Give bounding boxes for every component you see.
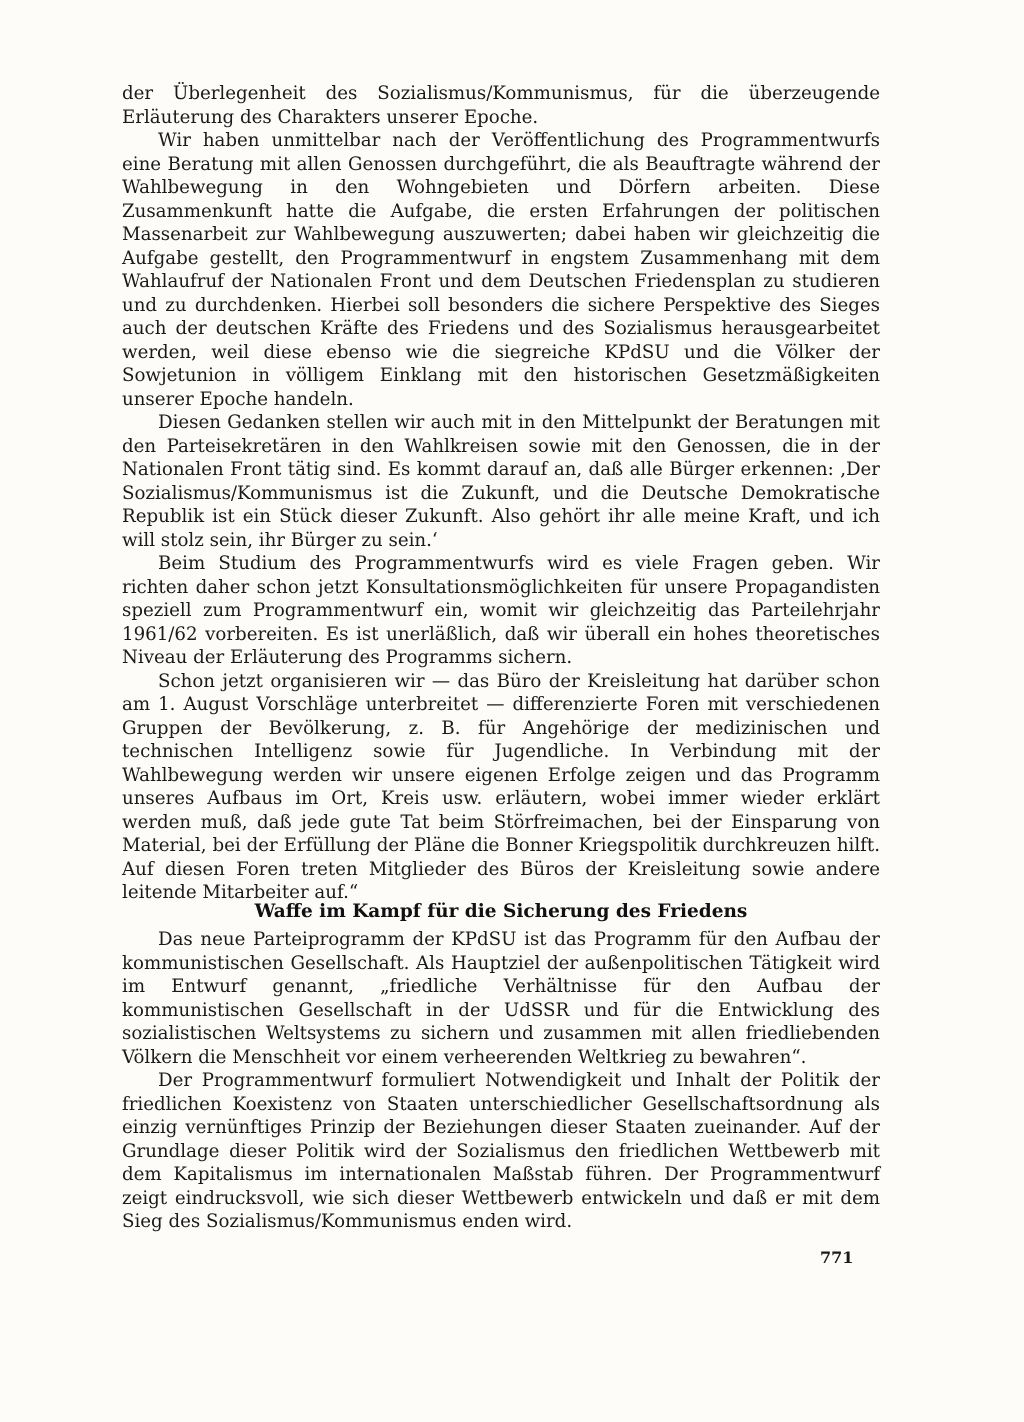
section-heading: Waffe im Kampf für die Sicherung des Friedens (254, 901, 748, 922)
body-text-bottom (122, 928, 880, 1234)
paragraph-koexistenz: Der Programmentwurf formuliert Notwendigkeit und Inhalt der Politik der friedlichen Koexistenz von Staaten unterschiedlicher Gesellschaftsordnung als einzig vernünftiges Prinzip der Beziehungen dieser Staaten zueinander. Auf der Grundlage dieser Politik wird der Sozialismus den friedlichen Wettbewerb mit dem Kapitalismus im internationalen Maßstab führen. Der Programmentwurf zeigt eindrucksvoll, wie sich dieser Wettbewerb entwickeln und daß er mit dem Sieg des Sozialismus/Kommunismus enden wird. (122, 1070, 880, 1232)
body-text-top (122, 82, 880, 905)
paragraph-continuation: der Überlegenheit des Sozialismus/Kommunismus, für die überzeugende Erläuterung des Charakters unserer Epoche. (122, 83, 880, 128)
paragraph-beratung: Wir haben unmittelbar nach der Veröffentlichung des Programmentwurfs eine Beratung mit allen Genossen durchgeführt, die als Beauftragte während der Wahlbewegung in den Wohngebieten und Dörfern arbeiten. Diese Zusammenkunft hatte die Aufgabe, die ersten Erfahrungen der politischen Massenarbeit zur Wahlbewegung auszuwerten; dabei haben wir gleichzeitig die Aufgabe gestellt, den Programmentwurf in engstem Zusammenhang mit dem Wahlaufruf der Nationalen Front und dem Deutschen Friedensplan zu studieren und zu durchdenken. Hierbei soll besonders die sichere Perspektive des Sieges auch der deutschen Kräfte des Friedens und des Sozialismus herausgearbeitet werden, weil diese ebenso wie die siegreiche KPdSU und die Völker der Sowjetunion in völligem Einklang mit den historischen Gesetzmäßigkeiten unserer Epoche handeln. (122, 130, 880, 410)
paragraph-parteiprogramm: Das neue Parteiprogramm der KPdSU ist das Programm für den Aufbau der kommunistischen Gesellschaft. Als Hauptziel der außenpolitischen Tätigkeit wird im Entwurf genannt, „friedliche Verhältnisse für den Aufbau der kommunistischen Gesellschaft in der UdSSR und für die Entwicklung des sozialistischen Weltsystems zu sichern und zusammen mit allen friedliebenden Völkern die Menschheit vor einem verheerenden Weltkrieg zu bewahren“. (122, 929, 880, 1068)
paragraph-gedanken: Diesen Gedanken stellen wir auch mit in den Mittelpunkt der Beratungen mit den Parteisekretären in den Wahlkreisen sowie mit den Genossen, die in der Nationalen Front tätig sind. Es kommt darauf an, daß alle Bürger erkennen: ‚Der Sozialismus/Kommunismus ist die Zukunft, und die Deutsche Demokratische Republik ist ein Stück dieser Zukunft. Also gehört ihr alle meine Kraft, und ich will stolz sein, ihr Bürger zu sein.‘ (122, 412, 880, 551)
page-number: 771 (820, 1248, 854, 1267)
paragraph-studium: Beim Studium des Programmentwurfs wird es viele Fragen geben. Wir richten daher schon jetzt Konsultationsmöglichkeiten für unsere Propagandisten speziell zum Programmentwurf ein, womit wir gleichzeitig das Parteilehrjahr 1961/62 vorbereiten. Es ist unerläßlich, daß wir überall ein hohes theoretisches Niveau der Erläuterung des Programms sichern. (122, 553, 880, 668)
paragraph-foren: Schon jetzt organisieren wir — das Büro der Kreisleitung hat darüber schon am 1. August Vorschläge unterbreitet — differenzierte Foren mit verschiedenen Gruppen der Bevölkerung, z. B. für Angehörige der medizinischen und technischen Intelligenz sowie für Jugendliche. In Verbindung mit der Wahlbewegung werden wir unsere eigenen Erfolge zeigen und das Programm unseres Aufbaus im Ort, Kreis usw. erläutern, wobei immer wieder erklärt werden muß, daß jede gute Tat beim Störfreimachen, bei der Einsparung von Material, bei der Erfüllung der Pläne die Bonner Kriegspolitik durchkreuzen hilft. Auf diesen Foren treten Mitglieder des Büros der Kreisleitung sowie andere leitende Mitarbeiter auf.“ (122, 670, 880, 903)
